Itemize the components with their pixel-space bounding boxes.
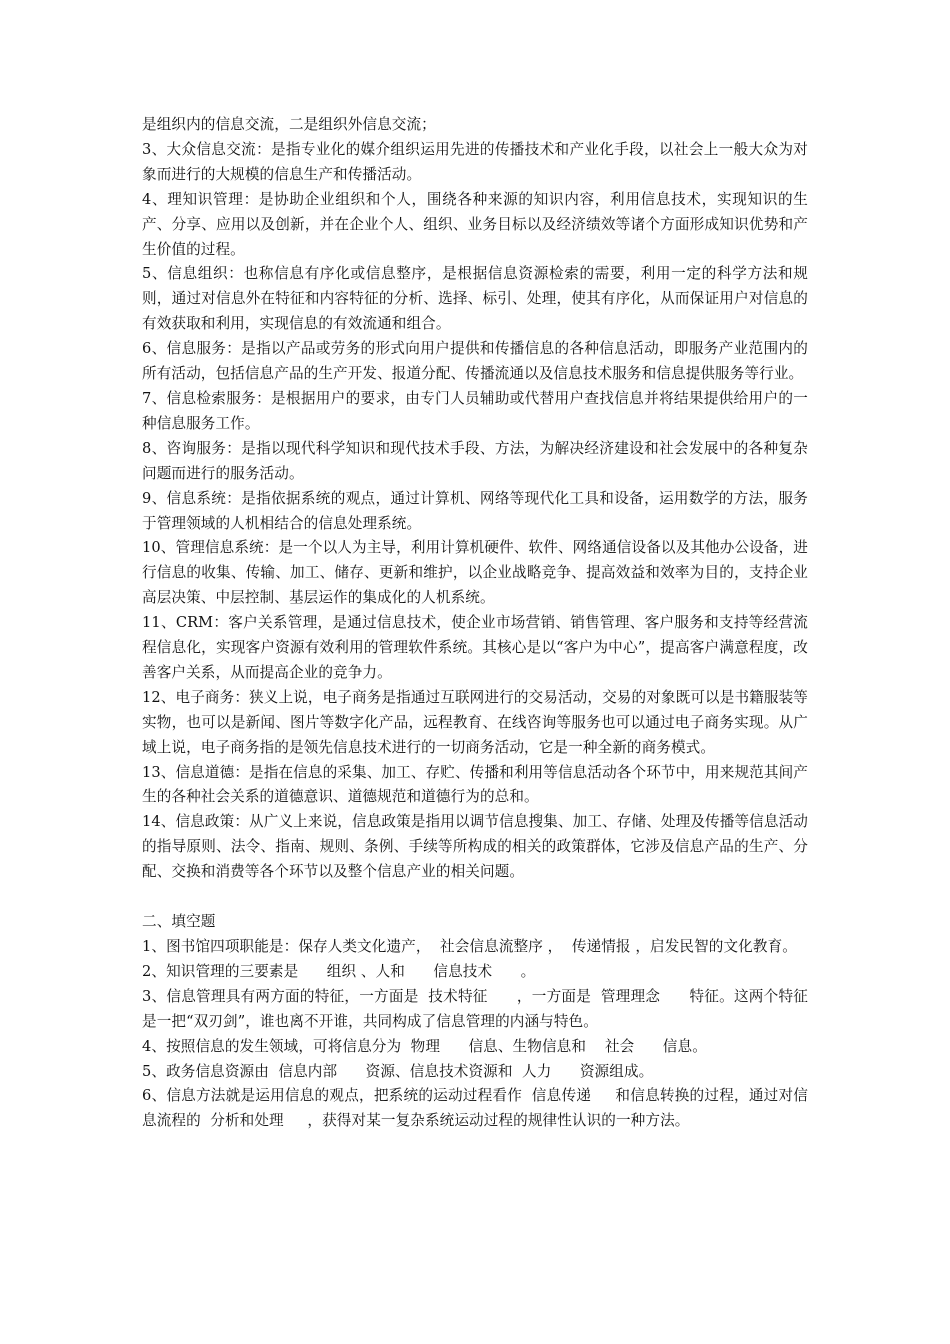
fill-blank-item: 4、按照信息的发生领域，可将信息分为 物理 信息、生物信息和 社会 信息。 <box>142 1037 707 1055</box>
document-body <box>142 113 808 1134</box>
fill-blank-item: 3、信息管理具有两方面的特征，一方面是 技术特征 ，一方面是 管理理念 特征。这两个特征是一把“双刃剑”，谁也离不开谁，共同构成了信息管理的内涵与特色。 <box>142 987 808 1030</box>
fill-blank-item: 1、图书馆四项职能是：保存人类文化遗产， 社会信息流整序 ， 传递情报 ，启发民智的文化教育。 <box>142 938 797 955</box>
blank-line <box>142 885 808 910</box>
paragraph: 9、信息系统：是指依据系统的观点，通过计算机、网络等现代化工具和设备，运用数学的方法，服务于管理领域的人机相结合的信息处理系统。 <box>142 489 808 532</box>
paragraph: 12、电子商务：狭义上说，电子商务是指通过互联网进行的交易活动，交易的对象既可以是书籍服装等实物，也可以是新闻、图片等数字化产品，远程教育、在线咨询等服务也可以通过电子商务实现。从广域上说，电子商务指的是领先信息技术进行的一切商务活动，它是一种全新的商务模式。 <box>142 688 808 756</box>
paragraph: 14、信息政策：从广义上来说，信息政策是指用以调节信息搜集、加工、存储、处理及传播等信息活动的指导原则、法令、指南、规则、条例、手续等所构成的相关的政策群体，它涉及信息产品的生产、分配、交换和消费等各个环节以及整个信息产业的相关问题。 <box>142 813 808 881</box>
fill-blank-item: 6、信息方法就是运用信息的观点，把系统的运动过程看作 信息传递 和信息转换的过程，通过对信息流程的 分析和处理 ，获得对某一复杂系统运动过程的规律性认识的一种方法。 <box>142 1087 808 1130</box>
paragraph: 是组织内的信息交流，二是组织外信息交流； <box>142 116 436 133</box>
paragraph: 8、咨询服务：是指以现代科学知识和现代技术手段、方法，为解决经济建设和社会发展中的各种复杂问题而进行的服务活动。 <box>142 439 808 482</box>
fill-blank-item: 5、政务信息资源由 信息内部 资源、信息技术资源和 人力 资源组成。 <box>142 1062 654 1080</box>
paragraph: 4、理知识管理：是协助企业组织和个人，围绕各种来源的知识内容，利用信息技术，实现知识的生产、分享、应用以及创新，并在企业个人、组织、业务目标以及经济绩效等诸个方面形成知识优势和产生价值的过程。 <box>142 190 808 258</box>
paragraph: 10、管理信息系统：是一个以人为主导，利用计算机硬件、软件、网络通信设备以及其他办公设备，进行信息的收集、传输、加工、储存、更新和维护，以企业战略竞争、提高效益和效率为目的，支持企业高层决策、中层控制、基层运作的集成化的人机系统。 <box>142 539 808 607</box>
paragraph: 6、信息服务：是指以产品或劳务的形式向用户提供和传播信息的各种信息活动，即服务产业范围内的所有活动，包括信息产品的生产开发、报道分配、传播流通以及信息技术服务和信息提供服务等行业。 <box>142 340 808 383</box>
paragraph: 3、大众信息交流：是指专业化的媒介组织运用先进的传播技术和产业化手段，以社会上一般大众为对象而进行的大规模的信息生产和传播活动。 <box>142 140 808 183</box>
section-heading: 二、填空题 <box>142 913 216 931</box>
fill-blank-item: 2、知识管理的三要素是 组织 、人和 信息技术 。 <box>142 962 536 980</box>
paragraph: 13、信息道德：是指在信息的采集、加工、存贮、传播和利用等信息活动各个环节中，用来规范其间产生的各种社会关系的道德意识、道德规范和道德行为的总和。 <box>142 763 808 806</box>
paragraph: 11、CRM：客户关系管理，是通过信息技术，使企业市场营销、销售管理、客户服务和支持等经营流程信息化，实现客户资源有效利用的管理软件系统。其核心是以“客户为中心”，提高客户满意程度，改善客户关系，从而提高企业的竞争力。 <box>142 614 808 681</box>
paragraph: 5、信息组织：也称信息有序化或信息整序，是根据信息资源检索的需要，利用一定的科学方法和规则，通过对信息外在特征和内容特征的分析、选择、标引、处理，使其有序化，从而保证用户对信息的有效获取和利用，实现信息的有效流通和组合。 <box>142 265 808 333</box>
paragraph: 7、信息检索服务：是根据用户的要求，由专门人员辅助或代替用户查找信息并将结果提供给用户的一种信息服务工作。 <box>142 389 808 432</box>
